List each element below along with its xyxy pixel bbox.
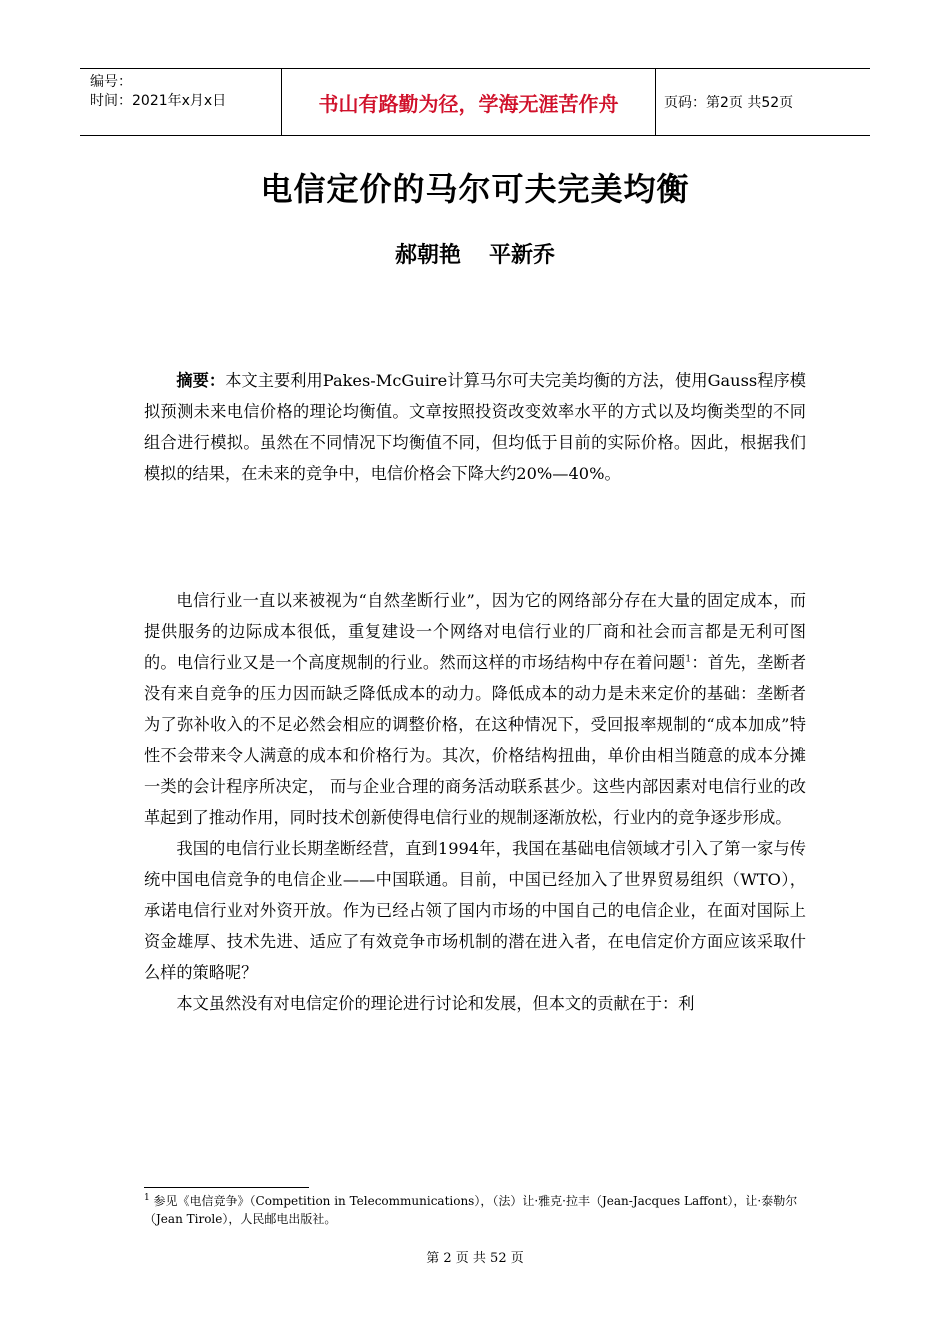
abstract-text: 本文主要利用Pakes-McGuire计算马尔可夫完美均衡的方法，使用Gauss程序模拟预测未来电信价格的理论均衡值。文章按照投资改变效率水平的方式以及均衡类型的不同组合进行模拟。虽然在不同情况下均衡值不同，但均低于目前的实际价格。因此，根据我们模拟的结果，在未来的竞争中，电信价格会下降大约20%—40%。 [144, 371, 806, 483]
header-motto: 书山有路勤为径，学海无涯苦作舟 [281, 69, 656, 135]
footnote [144, 1192, 806, 1228]
paragraph-text: 电信行业一直以来被视为“自然垄断行业”，因为它的网络部分存在大量的固定成本，而提供服务的边际成本很低，重复建设一个网络对电信行业的厂商和社会而言都是无利可图的。电信行业又是一个高度规制的行业。然而这样的市场结构中存在着问题 [144, 591, 806, 672]
abstract-paragraph [144, 365, 806, 489]
author-name: 郝朝艳 [394, 243, 461, 268]
body-paragraph: 我国的电信行业长期垄断经营，直到1994年，我国在基础电信领域才引入了第一家与传统中国电信竞争的电信企业——中国联通。目前，中国已经加入了世界贸易组织（WTO），承诺电信行业对外资开放。作为已经占领了国内市场的中国自己的电信企业，在面对国际上资金雄厚、技术先进、适应了有效竞争市场机制的潜在进入者，在电信定价方面应该采取什么样的策略呢？ [144, 839, 806, 982]
abstract-label: 摘要： [176, 371, 226, 390]
footnote-text: 参见《电信竞争》（Competition in Telecommunications），（法）让·雅克·拉丰（Jean-Jacques Laffont），让·泰勒尔（Jean Tirole），人民邮电出版社。 [144, 1194, 798, 1226]
paper-title: 电信定价的马尔可夫完美均衡 [260, 170, 690, 208]
body-paragraph [144, 585, 806, 833]
header-meta [80, 69, 281, 135]
page-number: 第 2 页 共 52 页 [426, 1251, 524, 1266]
paragraph-text: ：首先，垄断者没有来自竞争的压力因而缺乏降低成本的动力。降低成本的动力是未来定价的基础：垄断者为了弥补收入的不足必然会相应的调整价格，在这种情况下，受回报率规制的“成本加成”特性不会带来令人满意的成本和价格行为。其次，价格结构扭曲，单价由相当随意的成本分摊一类的会计程序所决定， 而与企业合理的商务活动联系甚少。这些内部因素对电信行业的改革起到了推动作用，同时技术创新使得电信行业的规制逐渐放松，行业内的竞争逐步形成。 [144, 653, 807, 827]
author-name: 平新乔 [489, 243, 556, 268]
footnote-mark: 1 [144, 1193, 150, 1203]
header-date: 时间：2021年x月x日 [90, 93, 227, 109]
header-number-label: 编号： [90, 74, 132, 90]
footnote-divider [144, 1187, 309, 1188]
page-header [80, 68, 870, 136]
paper-authors [0, 238, 950, 269]
abstract-section [144, 365, 806, 489]
header-page-info: 页码：第2页 共52页 [664, 95, 794, 111]
body-paragraph: 本文虽然没有对电信定价的理论进行讨论和发展，但本文的贡献在于：利 [176, 994, 695, 1013]
footnote-reference: 1 [685, 654, 692, 665]
main-text [144, 585, 806, 1019]
